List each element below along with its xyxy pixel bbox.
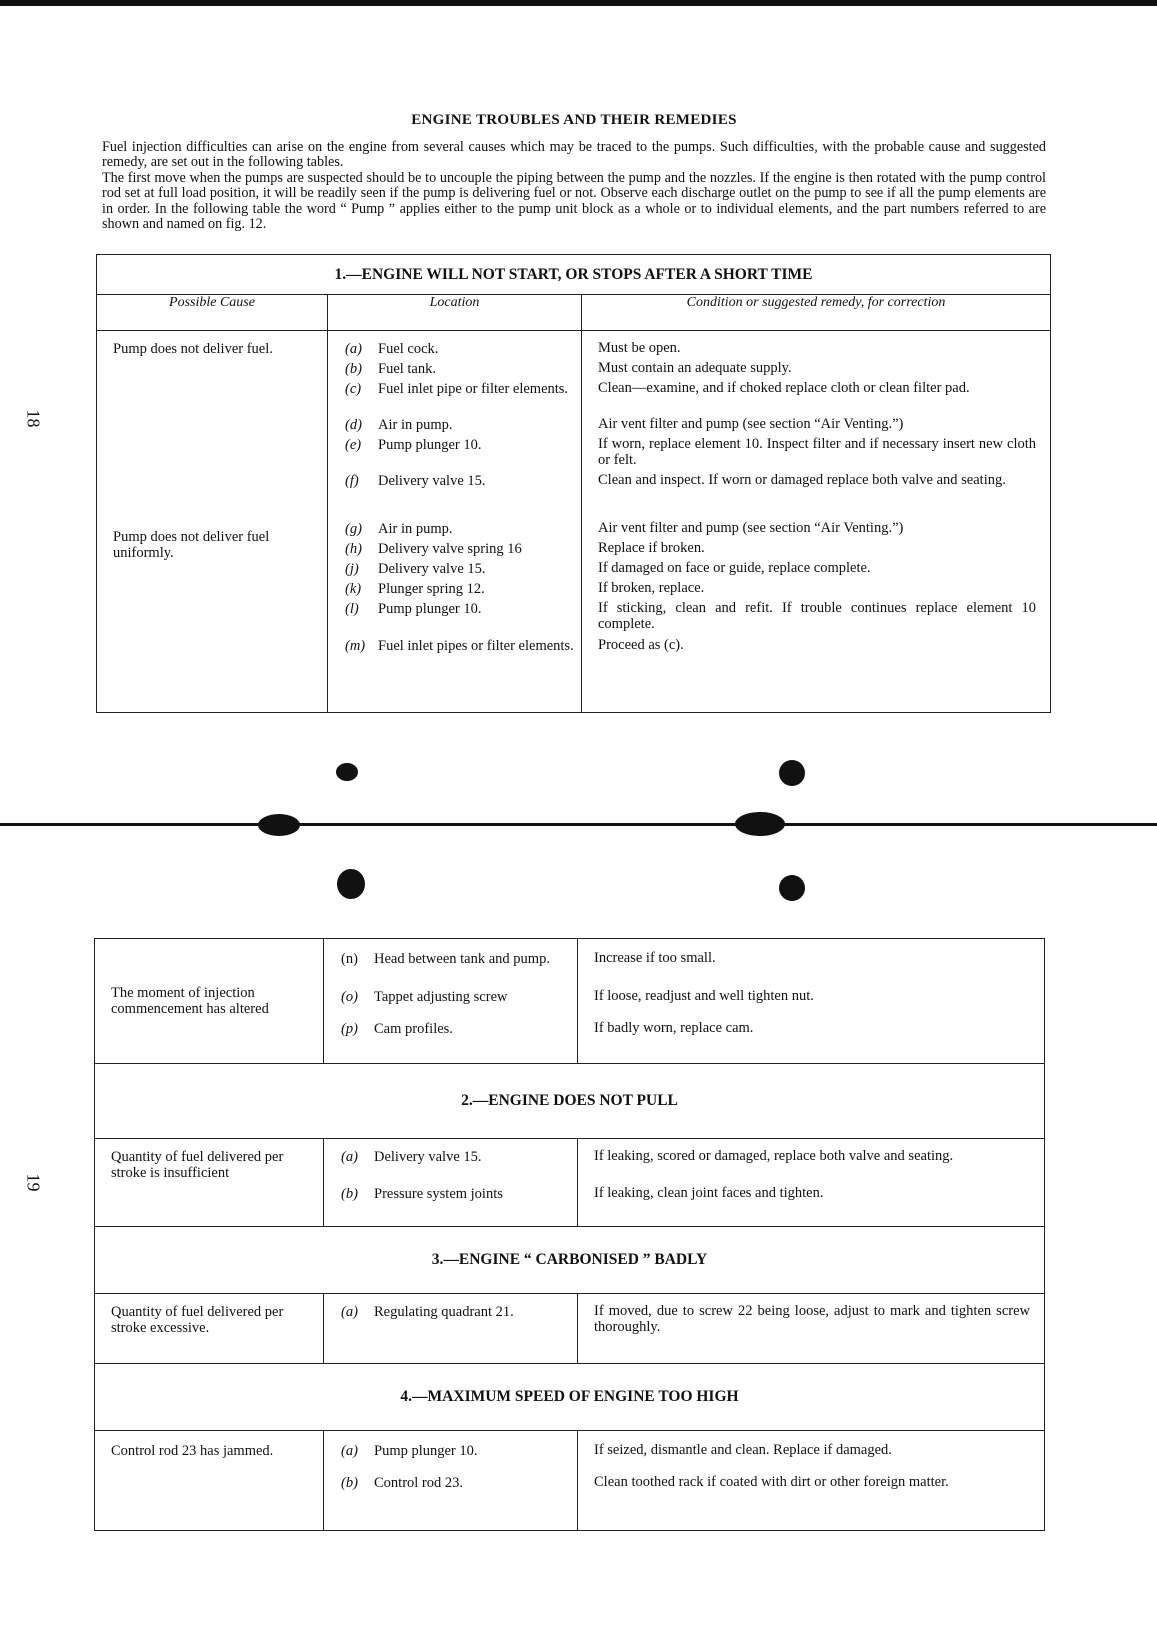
section-3-cause-cell: Quantity of fuel delivered per stroke excessive.: [95, 1294, 324, 1364]
remedy-text: If leaking, clean joint faces and tighten.: [594, 1185, 824, 1201]
intro-paragraph-2: The first move when the pumps are suspected should be to uncouple the piping between the pump and the nozzles. If the engine is then rotated with the pump control rod set at full load position, it will be readily seen if the pump is delivering fuel or not. Observe each discharge outlet on the pump to see if all the pump elements are in order. In the following table the word “ Pump ” applies either to the pump unit block as a whole or to individual elements, and the part numbers referred to are shown and named on fig. 12.: [102, 169, 1046, 233]
item-letter: (a): [341, 1443, 358, 1459]
remedy-text: If damaged on face or guide, replace complete.: [598, 560, 871, 576]
item-letter: (a): [345, 341, 362, 357]
list-item: [328, 437, 581, 473]
item-letter: (h): [345, 541, 362, 557]
section-1-heading: 1.—ENGINE WILL NOT START, OR STOPS AFTER A SHORT TIME: [97, 255, 1051, 295]
page-title: ENGINE TROUBLES AND THEIR REMEDIES: [411, 112, 737, 128]
column-header-cause: Possible Cause: [97, 295, 328, 331]
remedy-text: Increase if too small.: [594, 950, 716, 966]
location-text: Delivery valve spring 16: [378, 541, 522, 557]
list-item: [324, 1443, 577, 1475]
ink-blot: [258, 814, 300, 836]
item-letter: (k): [345, 581, 362, 597]
location-text: Delivery valve 15.: [378, 473, 486, 489]
list-item: [328, 561, 581, 581]
section-2-body-row: [95, 1139, 1045, 1227]
page-number-bottom: 19: [23, 1173, 44, 1192]
list-item: [328, 381, 581, 417]
item-letter: (p): [341, 1021, 358, 1037]
remedy-text: If badly worn, replace cam.: [594, 1020, 754, 1036]
location-text: Regulating quadrant 21.: [374, 1304, 514, 1320]
cause-not-deliver: Pump does not deliver fuel.: [113, 341, 273, 357]
remedy-text: If moved, due to screw 22 being loose, adjust to mark and tighten screw thoroughly.: [594, 1303, 1030, 1335]
column-header-location: Location: [328, 295, 582, 331]
section-1b-remedy-cell: [578, 939, 1045, 1064]
location-text: Air in pump.: [378, 521, 453, 537]
list-item: [324, 989, 577, 1021]
location-text: Fuel inlet pipes or filter elements.: [378, 638, 574, 654]
section-2-cause-cell: Quantity of fuel delivered per stroke is insufficient: [95, 1139, 324, 1227]
section-1-cause-cell: [97, 331, 328, 713]
remedy-text: If seized, dismantle and clean. Replace if damaged.: [594, 1442, 892, 1458]
section-2-remedy-cell: [578, 1139, 1045, 1227]
location-text: Cam profiles.: [374, 1021, 453, 1037]
cause-not-uniform: Pump does not deliver fuel uniformly.: [113, 529, 270, 561]
item-letter: (d): [345, 417, 362, 433]
item-letter: (c): [345, 381, 362, 397]
item-letter: (l): [345, 601, 359, 617]
item-letter: (m): [345, 638, 366, 654]
item-letter: (o): [341, 989, 358, 1005]
location-text: Air in pump.: [378, 417, 453, 433]
ink-blot: [735, 812, 785, 836]
list-item: [328, 361, 581, 381]
item-letter: (e): [345, 437, 362, 453]
list-item: [324, 1021, 577, 1037]
list-item: [328, 417, 581, 437]
remedy-text: Air vent filter and pump (see section “Air Venting.”): [598, 520, 904, 536]
list-item: [328, 473, 581, 521]
section-3-heading: 3.—ENGINE “ CARBONISED ” BADLY: [95, 1227, 1045, 1294]
location-text: Tappet adjusting screw: [374, 989, 508, 1005]
section-1b-body-row: [95, 939, 1045, 1064]
location-text: Plunger spring 12.: [378, 581, 485, 597]
remedy-text: Air vent filter and pump (see section “Air Venting.”): [598, 416, 904, 432]
remedy-text: If sticking, clean and refit. If trouble continues replace element 10 complete.: [598, 600, 1037, 632]
binding-hole-mark: [779, 875, 805, 901]
remedy-text: Clean toothed rack if coated with dirt or other foreign matter.: [594, 1474, 949, 1490]
location-text: Fuel inlet pipe or filter elements.: [378, 381, 569, 397]
remedy-text: Must contain an adequate supply.: [598, 360, 792, 376]
list-item: [328, 581, 581, 601]
location-text: Pump plunger 10.: [378, 601, 482, 617]
section-1b-location-cell: [324, 939, 578, 1064]
item-letter: (a): [341, 1149, 358, 1165]
list-item: [324, 1149, 577, 1186]
list-item: [328, 521, 581, 541]
column-header-remedy: Condition or suggested remedy, for correction: [582, 295, 1051, 331]
item-letter: (b): [341, 1186, 358, 1202]
binding-hole-mark: [337, 869, 365, 899]
troubles-table-1: [96, 254, 1051, 713]
location-text: Fuel tank.: [378, 361, 436, 377]
section-4-location-cell: [324, 1431, 578, 1531]
section-2-heading-row: [95, 1064, 1045, 1139]
binding-hole-mark: [779, 760, 805, 786]
intro-paragraph-1: Fuel injection difficulties can arise on the engine from several causes which may be traced to the pumps. Such difficulties, with the probable cause and suggested remedy, are set out in the following tables.: [102, 139, 1046, 171]
remedy-text: Clean—examine, and if choked replace cloth or clean filter pad.: [598, 380, 970, 396]
item-letter: (b): [341, 1475, 358, 1491]
remedy-text: If leaking, scored or damaged, replace both valve and seating.: [594, 1148, 954, 1164]
section-1-heading-row: [97, 255, 1051, 295]
location-text: Delivery valve 15.: [374, 1149, 482, 1165]
list-item: [324, 1304, 577, 1320]
remedy-text: Replace if broken.: [598, 540, 705, 556]
section-2-heading: 2.—ENGINE DOES NOT PULL: [95, 1064, 1045, 1139]
section-4-heading-row: [95, 1364, 1045, 1431]
list-item: [324, 951, 577, 989]
top-edge-line: [0, 0, 1157, 6]
section-1-remedy-cell: [582, 331, 1051, 713]
remedy-text: Must be open.: [598, 340, 681, 356]
location-text: Pump plunger 10.: [378, 437, 482, 453]
item-letter: (n): [341, 951, 358, 967]
location-text: Control rod 23.: [374, 1475, 464, 1491]
item-letter: (a): [341, 1304, 358, 1320]
section-4-heading: 4.—MAXIMUM SPEED OF ENGINE TOO HIGH: [95, 1364, 1045, 1431]
item-letter: (b): [345, 361, 362, 377]
page-fold-line: [0, 823, 1157, 826]
troubles-table-2: [94, 938, 1045, 1531]
section-2-location-cell: [324, 1139, 578, 1227]
intro-text: [102, 140, 1046, 232]
section-1-location-cell: [328, 331, 582, 713]
section-3-remedy-cell: [578, 1294, 1045, 1364]
section-4-body-row: [95, 1431, 1045, 1531]
list-item: [328, 541, 581, 561]
page-number-top: 18: [23, 409, 44, 428]
location-text: Head between tank and pump.: [374, 951, 550, 967]
section-4-remedy-cell: [578, 1431, 1045, 1531]
item-letter: (g): [345, 521, 362, 537]
section-3-body-row: [95, 1294, 1045, 1364]
binding-hole-mark: [336, 763, 358, 781]
location-text: Delivery valve 15.: [378, 561, 486, 577]
remedy-text: If loose, readjust and well tighten nut.: [594, 988, 814, 1004]
column-header-row: [97, 295, 1051, 331]
location-text: Pressure system joints: [374, 1186, 503, 1202]
remedy-text: If broken, replace.: [598, 580, 705, 596]
section-1-body-row: [97, 331, 1051, 713]
section-3-location-cell: [324, 1294, 578, 1364]
section-1b-cause-cell: The moment of injection commencement has altered: [95, 939, 324, 1064]
section-4-cause-cell: Control rod 23 has jammed.: [95, 1431, 324, 1531]
location-text: Pump plunger 10.: [374, 1443, 478, 1459]
remedy-text: Proceed as (c).: [598, 637, 684, 653]
remedy-text: Clean and inspect. If worn or damaged replace both valve and seating.: [598, 472, 1006, 488]
list-item: [324, 1475, 577, 1491]
item-letter: (j): [345, 561, 359, 577]
list-item: [324, 1186, 577, 1202]
list-item: [328, 341, 581, 361]
remedy-text: If worn, replace element 10. Inspect filter and if necessary insert new cloth or felt.: [598, 436, 1037, 468]
location-text: Fuel cock.: [378, 341, 439, 357]
list-item: [328, 601, 581, 638]
list-item: [328, 638, 581, 654]
item-letter: (f): [345, 473, 359, 489]
section-3-heading-row: [95, 1227, 1045, 1294]
